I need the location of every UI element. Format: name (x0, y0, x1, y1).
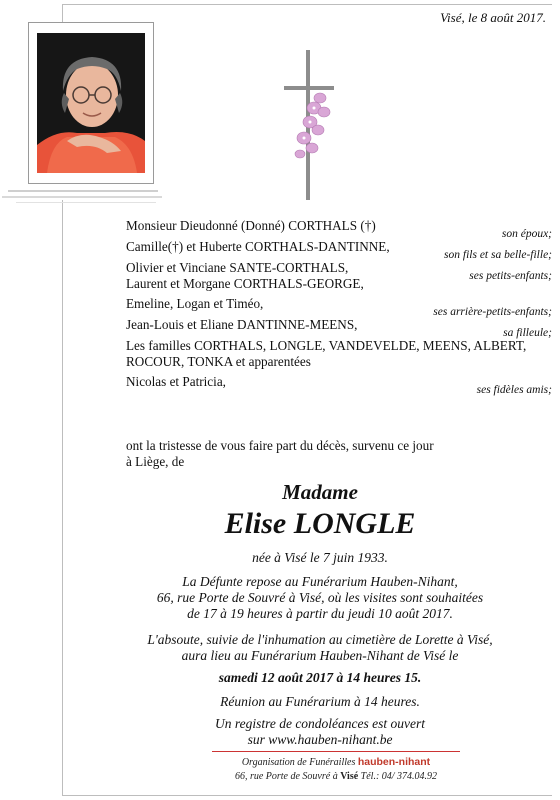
family-names: Olivier et Vinciane SANTE-CORTHALS, (126, 260, 349, 275)
birth-line: née à Visé le 7 juin 1933. (252, 550, 388, 565)
family-relation: son fils et sa belle-fille; (444, 249, 552, 261)
rest-info (100, 574, 540, 622)
top-border (62, 4, 552, 5)
family-names: Les familles CORTHALS, LONGLE, VANDEVELDE, MEENS, ALBERT, (126, 338, 527, 353)
rest-line: de 17 à 19 heures à partir du jeudi 10 août 2017. (187, 606, 453, 621)
family-names: Jean-Louis et Eliane DANTINNE-MEENS, (126, 317, 358, 332)
family-relation: ses petits-enfants; (469, 270, 552, 282)
family-entry (126, 218, 552, 240)
left-border (62, 4, 63, 24)
deceased-title: Madame (282, 480, 358, 504)
footer-divider (212, 751, 460, 752)
photo-shadow-line (16, 202, 156, 203)
family-entry (126, 239, 552, 261)
portrait-photo (37, 33, 145, 173)
organizer-address: 66, rue Porte de Souvré à (234, 771, 338, 782)
cross-orchid-icon (280, 50, 340, 200)
rest-line: 66, rue Porte de Souvré à Visé, où les visites sont souhaitées (156, 590, 484, 605)
photo-shadow-line (8, 190, 158, 192)
family-relation: son époux; (501, 228, 552, 240)
family-names: Laurent et Morgane CORTHALS-GEORGE, (126, 276, 364, 291)
organizer-logo: hauben-nihant (357, 756, 431, 768)
condolence-info (100, 716, 540, 748)
family-relation: sa filleule; (503, 327, 552, 339)
family-relation: ses fidèles amis; (476, 384, 552, 396)
family-names: ROCOUR, TONKA et apparentées (126, 354, 311, 369)
organizer-label: Organisation de Funérailles (241, 757, 356, 768)
ceremony-line: L'absoute, suivie de l'inhumation au cimetière de Lorette à Visé, (147, 632, 493, 647)
announcement (126, 438, 552, 470)
family-names: Nicolas et Patricia, (126, 374, 226, 389)
family-list (126, 218, 552, 395)
funeral-organizer (212, 755, 460, 784)
date-line: Visé, le 8 août 2017. (440, 10, 546, 25)
portrait-illustration (37, 33, 145, 173)
family-entry (126, 374, 552, 396)
meeting-info: Réunion au Funérarium à 14 heures. (220, 694, 420, 709)
organizer-phone: Tél.: 04/ 374.04.92 (360, 771, 438, 782)
ceremony-date: samedi 12 août 2017 à 14 heures 15. (218, 670, 422, 685)
family-names: Monsieur Dieudonné (Donné) CORTHALS (†) (126, 218, 376, 233)
family-entry (126, 260, 552, 292)
family-names: Camille(†) et Huberte CORTHALS-DANTINNE, (126, 239, 390, 254)
rest-line: La Défunte repose au Funérarium Hauben-Nihant, (182, 574, 458, 589)
family-names: Emeline, Logan et Timéo, (126, 296, 264, 311)
ceremony-line: aura lieu au Funérarium Hauben-Nihant de Visé le (181, 648, 459, 663)
family-entry (126, 338, 552, 370)
portrait-frame (28, 22, 154, 184)
family-entry (126, 296, 552, 318)
organizer-city: Visé (340, 771, 359, 782)
photo-shadow-line (2, 196, 162, 198)
announcement-line: ont la tristesse de vous faire part du décès, survenu ce jour (126, 438, 434, 453)
condolence-link: sur www.hauben-nihant.be (247, 732, 393, 747)
ceremony-info (100, 632, 540, 664)
deceased-name: Elise LONGLE (224, 507, 416, 540)
announcement-line: à Liège, de (126, 454, 185, 469)
bottom-border (62, 795, 552, 796)
condolence-line: Un registre de condoléances est ouvert (214, 716, 426, 731)
family-relation: ses arrière-petits-enfants; (433, 306, 552, 318)
left-border-lower (62, 200, 63, 796)
